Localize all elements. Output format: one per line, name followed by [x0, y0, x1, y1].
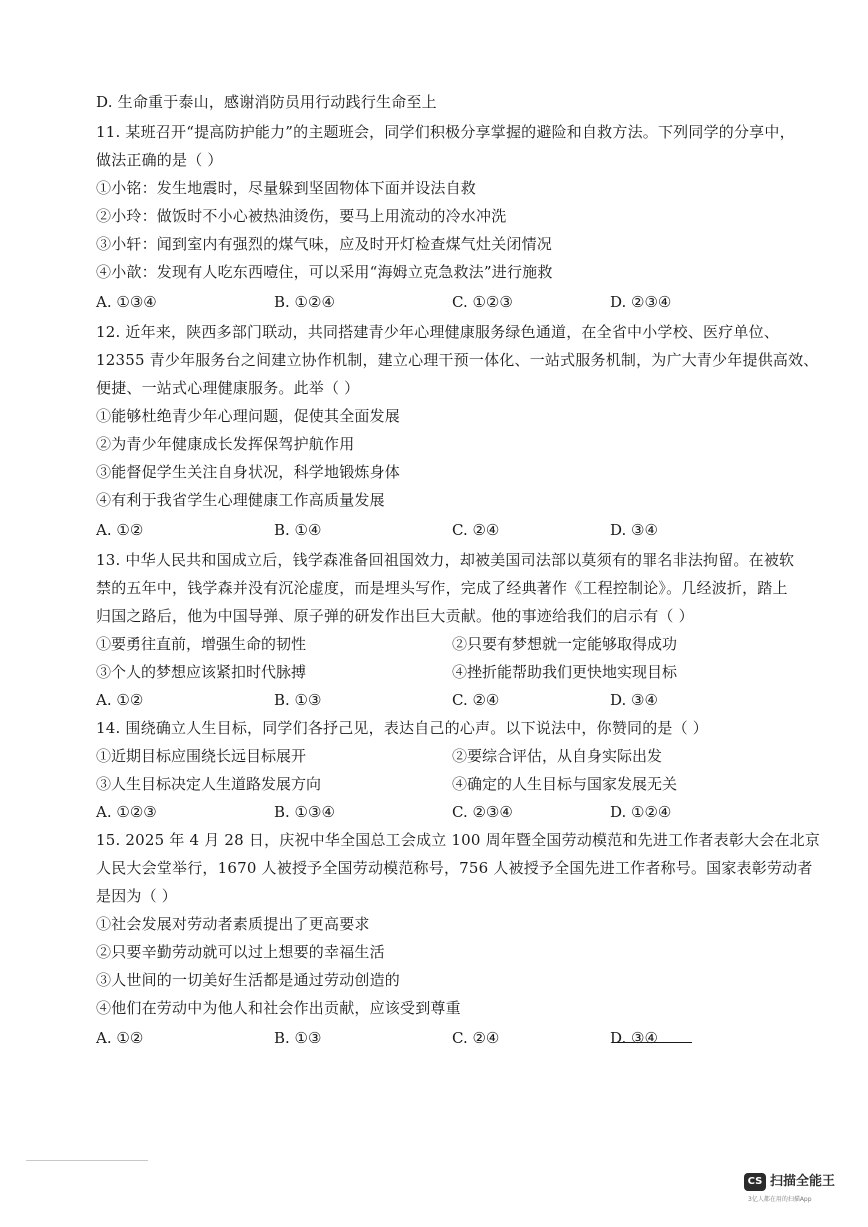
q14-item-3: ③人生目标决定人生道路发展方向	[96, 775, 322, 793]
q13-item-4: ④挫折能帮助我们更快地实现目标	[452, 663, 678, 681]
q15-item-1: ①社会发展对劳动者素质提出了更高要求	[96, 915, 370, 933]
q14-option-b: B. ①③④	[274, 803, 335, 821]
q14-item-1: ①近期目标应围绕长远目标展开	[96, 747, 307, 765]
q14-option-c: C. ②③④	[452, 803, 513, 821]
q14-stem-line1: 14. 围绕确立人生目标，同学们各抒己见，表达自己的心声。以下说法中，你赞同的是（ ）	[96, 719, 708, 737]
q12-option-b: B. ①④	[274, 521, 322, 539]
q13-item-1: ①要勇往直前，增强生命的韧性	[96, 635, 307, 653]
cs-logo-icon: CS	[744, 1173, 766, 1191]
q15-option-b: B. ①③	[274, 1029, 322, 1047]
q14-items-row2	[96, 774, 796, 794]
q12-item-3: ③能督促学生关注自身状况，科学地锻炼身体	[96, 463, 401, 481]
q14-options	[96, 802, 796, 822]
q12-stem-line1: 12. 近年来，陕西多部门联动，共同搭建青少年心理健康服务绿色通道，在全省中小学校、医疗单位、	[96, 323, 780, 341]
scanner-watermark	[744, 1171, 854, 1211]
q14-item-2: ②要综合评估，从自身实际出发	[452, 747, 663, 765]
q15-option-a: A. ①②	[96, 1029, 144, 1047]
q13-stem-line1: 13. 中华人民共和国成立后，钱学森准备回祖国效力，却被美国司法部以莫须有的罪名非法拘留。在被软	[96, 551, 795, 569]
q13-option-d: D. ③④	[610, 691, 658, 709]
q14-item-4: ④确定的人生目标与国家发展无关	[452, 775, 678, 793]
q12-option-c: C. ②④	[452, 521, 500, 539]
q14-option-a: A. ①②③	[96, 803, 157, 821]
q13-stem-line2: 禁的五年中，钱学森并没有沉沦虚度，而是埋头写作，完成了经典著作《工程控制论》。几经波折，踏上	[96, 579, 788, 597]
watermark-subtitle: 3亿人都在用的扫描App	[748, 1196, 812, 1203]
q14-items-row1	[96, 746, 796, 766]
q11-item-4: ④小歆：发现有人吃东西噎住，可以采用“海姆立克急救法”进行施救	[96, 263, 553, 281]
q15-options	[96, 1028, 796, 1048]
q12-option-d: D. ③④	[610, 521, 658, 539]
q15-option-c: C. ②④	[452, 1029, 500, 1047]
q13-items-row1	[96, 634, 796, 654]
q12-item-4: ④有利于我省学生心理健康工作高质量发展	[96, 491, 385, 509]
q13-item-2: ②只要有梦想就一定能够取得成功	[452, 635, 678, 653]
q13-items-row2	[96, 662, 796, 682]
q11-item-1: ①小铭：发生地震时，尽量躲到坚固物体下面并设法自救	[96, 179, 477, 197]
q12-stem-line3: 便捷、一站式心理健康服务。此举（ ）	[96, 379, 360, 397]
q15-stem-line3: 是因为（ ）	[96, 887, 177, 905]
q11-options	[96, 292, 796, 312]
q11-item-2: ②小玲：做饭时不小心被热油烫伤，要马上用流动的冷水冲洗	[96, 207, 507, 225]
q12-item-2: ②为青少年健康成长发挥保驾护航作用	[96, 435, 355, 453]
q11-option-c: C. ①②③	[452, 293, 513, 311]
q11-option-d: D. ②③④	[610, 293, 672, 311]
q15-item-4: ④他们在劳动中为他人和社会作出贡献，应该受到尊重	[96, 999, 461, 1017]
watermark-name: 扫描全能王	[770, 1174, 836, 1189]
answer-blank-line	[612, 1028, 692, 1043]
q12-stem-line2: 12355 青少年服务台之间建立协作机制，建立心理干预一体化、一站式服务机制，为广大青少年提供高效、	[96, 351, 819, 369]
q11-item-3: ③小轩：闻到室内有强烈的煤气味，应及时开灯检查煤气灶关闭情况	[96, 235, 553, 253]
q11-option-b: B. ①②④	[274, 293, 335, 311]
q12-item-1: ①能够杜绝青少年心理问题，促使其全面发展	[96, 407, 401, 425]
q15-stem-line1: 15. 2025 年 4 月 28 日，庆祝中华全国总工会成立 100 周年暨全国劳动模范和先进工作者表彰大会在北京	[96, 831, 821, 849]
q15-item-2: ②只要辛勤劳动就可以过上想要的幸福生活	[96, 943, 385, 961]
q14-option-d: D. ①②④	[610, 803, 672, 821]
q13-option-b: B. ①③	[274, 691, 322, 709]
q13-options	[96, 690, 796, 710]
q15-stem-line2: 人民大会堂举行，1670 人被授予全国劳动模范称号，756 人被授予全国先进工作者称号。国家表彰劳动者	[96, 859, 813, 877]
q11-stem-line2: 做法正确的是（ ）	[96, 151, 223, 169]
q12-option-a: A. ①②	[96, 521, 144, 539]
q13-item-3: ③个人的梦想应该紧扣时代脉搏	[96, 663, 307, 681]
q11-stem-line1: 11. 某班召开“提高防护能力”的主题班会，同学们积极分享掌握的避险和自救方法。下列同学的分享中，	[96, 123, 795, 141]
scan-artifact-line	[26, 1160, 148, 1161]
q12-options	[96, 520, 796, 540]
q13-option-c: C. ②④	[452, 691, 500, 709]
q13-stem-line3: 归国之路后，他为中国导弹、原子弹的研发作出巨大贡献。他的事迹给我们的启示有（ ）	[96, 607, 694, 625]
q15-item-3: ③人世间的一切美好生活都是通过劳动创造的	[96, 971, 401, 989]
q13-option-a: A. ①②	[96, 691, 144, 709]
q15-option-d: D. ③④	[610, 1029, 658, 1047]
q10-option-d: D. 生命重于泰山，感谢消防员用行动践行生命至上	[96, 93, 437, 111]
q11-option-a: A. ①③④	[96, 293, 157, 311]
